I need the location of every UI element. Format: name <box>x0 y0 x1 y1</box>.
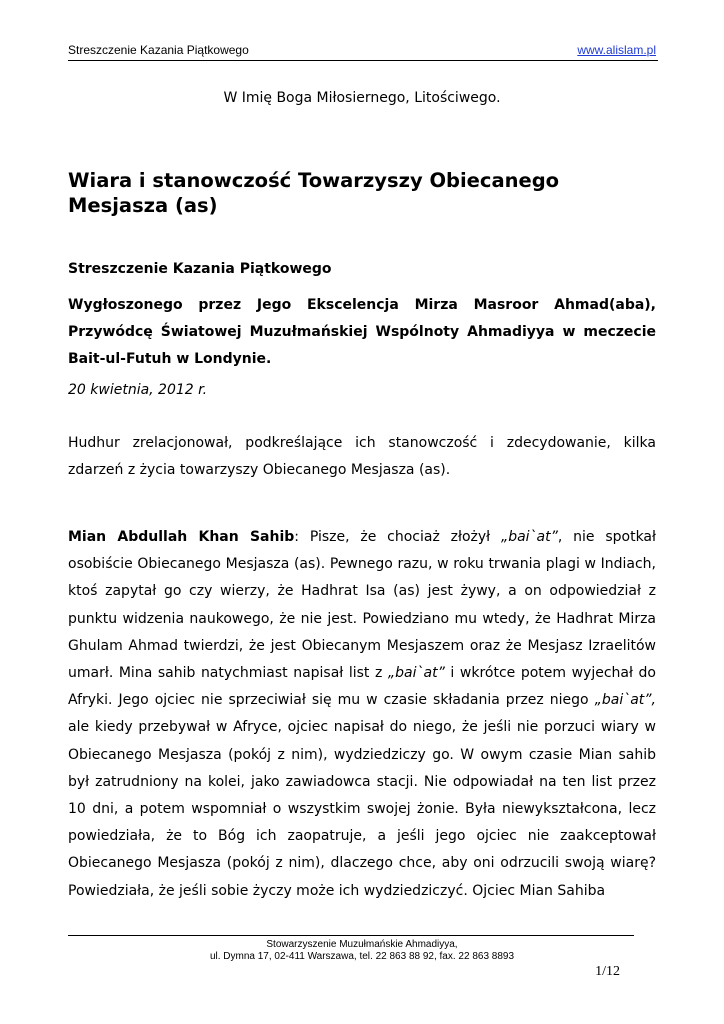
invocation: W Imię Boga Miłosiernego, Litościwego. <box>223 90 501 106</box>
paragraph-text-2: , nie spotkał osobiście Obiecanego Mesjasza (as). Pewnego razu, w roku trwania plagi w Indiach, ktoś zapytał go czy wierzy, że Hadhrat Isa (as) jest żywy, a on odpowiedział z punktu widzenia naukowego, że nie jest. Powiedziano mu wtedy, że Hadhrat Mirza Ghulam Ahmad twierdzi, że jest Obiecanym Mesjaszem oraz że Mesjasz Izraelitów umarł. Mina sahib natychmiast napisał list z <box>68 529 656 682</box>
term-baiat-3: „bai`at”, <box>594 692 656 709</box>
footer-divider <box>68 935 634 936</box>
footer-address: ul. Dymna 17, 02-411 Warszawa, tel. 22 863 88 92, fax. 22 863 8893 <box>209 951 515 962</box>
companion-name: Mian Abdullah Khan Sahib <box>68 529 295 545</box>
header-divider <box>68 60 658 61</box>
document-subtitle: Streszczenie Kazania Piątkowego <box>68 261 332 277</box>
header-title: Streszczenie Kazania Piątkowego <box>68 43 249 57</box>
delivered-by: Wygłoszonego przez Jego Ekscelencja Mirza Masroor Ahmad(aba), Przywódcę Światowej Muzułmańskiej Wspólnoty Ahmadiyya w meczecie Bait-ul-Futuh w Londynie. <box>68 297 656 367</box>
page-number: 1/12 <box>595 964 620 979</box>
intro-paragraph: Hudhur zrelacjonował, podkreślające ich stanowczość i zdecydowanie, kilka zdarzeń z życia towarzyszy Obiecanego Mesjasza (as). <box>68 435 656 478</box>
website-link[interactable]: www.alislam.pl <box>577 43 656 57</box>
term-baiat-1: „bai`at” <box>500 529 558 545</box>
term-baiat-2: „bai`at” <box>387 665 445 682</box>
footer-organization: Stowarzyszenie Muzułmańskie Ahmadiyya, <box>266 939 458 950</box>
document-title: Wiara i stanowczość Towarzyszy Obiecanego Mesjasza (as) <box>68 169 560 217</box>
body-paragraph <box>68 524 656 905</box>
paragraph-text-3: i wkrótce potem wyjechał do Afryki. Jego ojciec nie sprzeciwiał się mu w czasie składania przez niego <box>68 665 657 709</box>
sermon-date: 20 kwietnia, 2012 r. <box>68 382 208 398</box>
paragraph-text-1: : Pisze, że chociaż złożył <box>294 529 501 545</box>
paragraph-text-4: ale kiedy przebywał w Afryce, ojciec napisał do niego, że jeśli nie porzuci wiary w Obiecanego Mesjasza (pokój z nim), wydziedziczy go. W owym czasie Mian sahib był zatrudniony na kolei, jako zawiadowca stacji. Nie odpowiadał na ten list przez 10 dni, a potem wspomniał o wszystkim swojej żonie. Była niewykształcona, lecz powiedziała, że to Bóg ich zaopatruje, a jeśli jego ojciec nie zaakceptował Obiecanego Mesjasza (pokój z nim), dlaczego chce, aby oni odrzucili swoją wiarę? Powiedziała, że jeśli sobie życzy może ich wydziedziczyć. Ojciec Mian Sahiba <box>68 719 656 899</box>
